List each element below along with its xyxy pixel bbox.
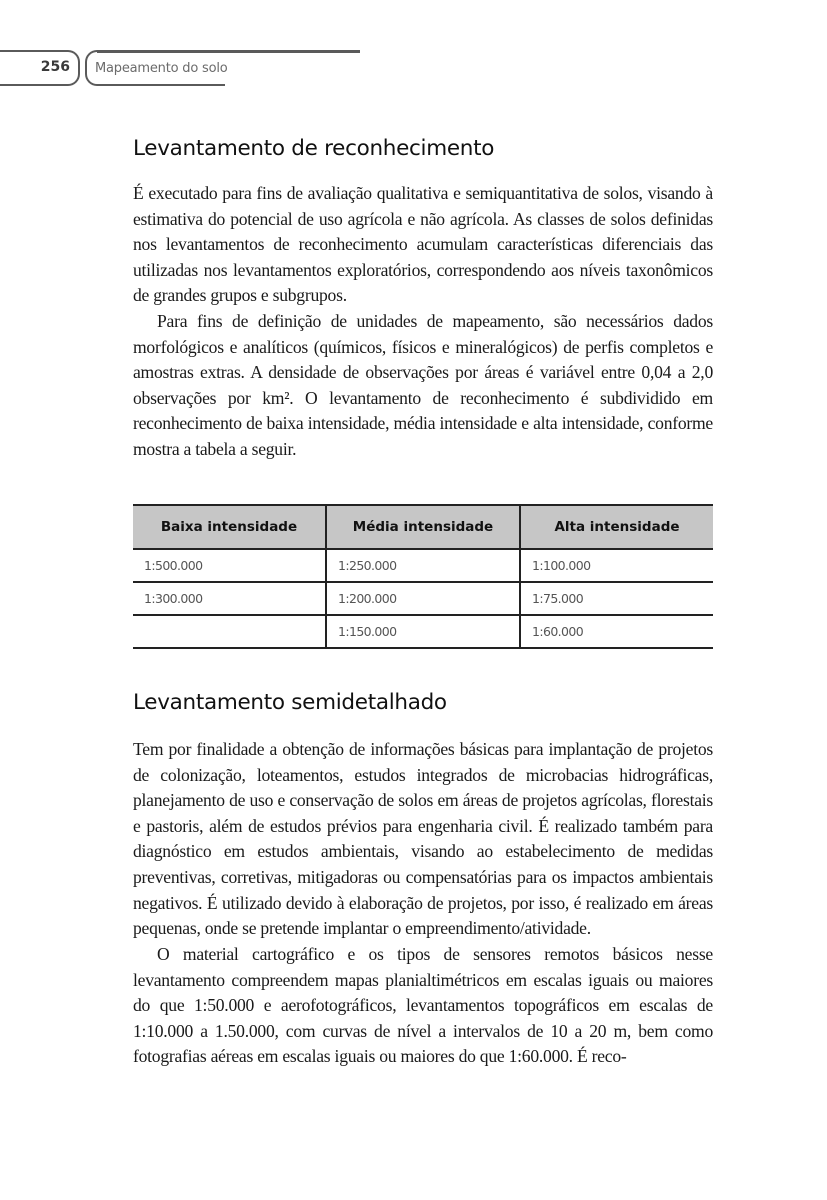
table-cell: 1:200.000 (326, 582, 520, 615)
table-cell: 1:60.000 (520, 615, 713, 648)
table-cell (133, 615, 326, 648)
paragraph-reconhecimento-2: Para fins de definição de unidades de mapeamento, são necessários dados morfológicos e analíticos (químicos, físicos e mineralógicos) de perfis completos e amostras extras. A densidade de observações por áreas é variável entre 0,04 a 2,0 observações por km². O levantamento de reconhecimento é subdividido em reconhecimento de baixa intensidade, média intensidade e alta intensidade, conforme mostra a tabela a seguir. (133, 311, 713, 459)
chapter-title: Mapeamento do solo (95, 61, 228, 76)
paragraph-semidetalhado-1: Tem por finalidade a obtenção de informações básicas para implantação de projetos de colonização, loteamentos, estudos integrados de microbacias hidrográficas, planejamento de uso e conservação de solos em áreas de projetos agrícolas, florestais e pastoris, além de estudos prévios para engenharia civil. É realizado também para diagnóstico em estudos ambientais, visando ao estabelecimento de medidas preventivas, corretivas, mitigadoras ou compensatórias para os impactos ambientais negativos. É utilizado devido à elaboração de projetos, por isso, é realizado em áreas pequenas, onde se pretende implantar o empreendimento/atividade. (133, 739, 713, 939)
paragraph-semidetalhado-2: O material cartográfico e os tipos de sensores remotos básicos nesse levantamento compreendem mapas planialtimétricos em escalas iguais ou maiores do que 1:50.000 e aerofotográficos, levantamentos topográficos em escalas de 1:10.000 a 1.50.000, com curvas de nível a intervalos de 10 a 20 m, bem como fotografias aéreas em escalas iguais ou maiores do que 1:60.000. É reco- (133, 944, 713, 1067)
running-header (0, 0, 827, 100)
section-heading-semidetalhado: Levantamento semidetalhado (133, 690, 447, 715)
table-cell: 1:150.000 (326, 615, 520, 648)
table-cell: 1:250.000 (326, 549, 520, 582)
page-number: 256 (40, 59, 70, 75)
table-cell: 1:100.000 (520, 549, 713, 582)
section-heading-reconhecimento: Levantamento de reconhecimento (133, 136, 495, 161)
table-row (133, 615, 713, 648)
column-header-alta: Alta intensidade (520, 505, 713, 549)
column-header-media: Média intensidade (326, 505, 520, 549)
table-cell: 1:500.000 (133, 549, 326, 582)
column-header-baixa: Baixa intensidade (133, 505, 326, 549)
page-number-box (0, 50, 80, 86)
table-cell: 1:75.000 (520, 582, 713, 615)
table-cell: 1:300.000 (133, 582, 326, 615)
table-row (133, 582, 713, 615)
paragraph-reconhecimento-1: É executado para fins de avaliação qualitativa e semiquantitativa de solos, visando à estimativa do potencial de uso agrícola e não agrícola. As classes de solos definidas nos levantamentos de reconhecimento acumulam características diferenciais das utilizadas nos levantamentos exploratórios, correspondendo aos níveis taxonômicos de grandes grupos e subgrupos. (133, 183, 713, 306)
table-row (133, 549, 713, 582)
intensity-scale-table (133, 504, 713, 649)
table-header-row (133, 505, 713, 549)
